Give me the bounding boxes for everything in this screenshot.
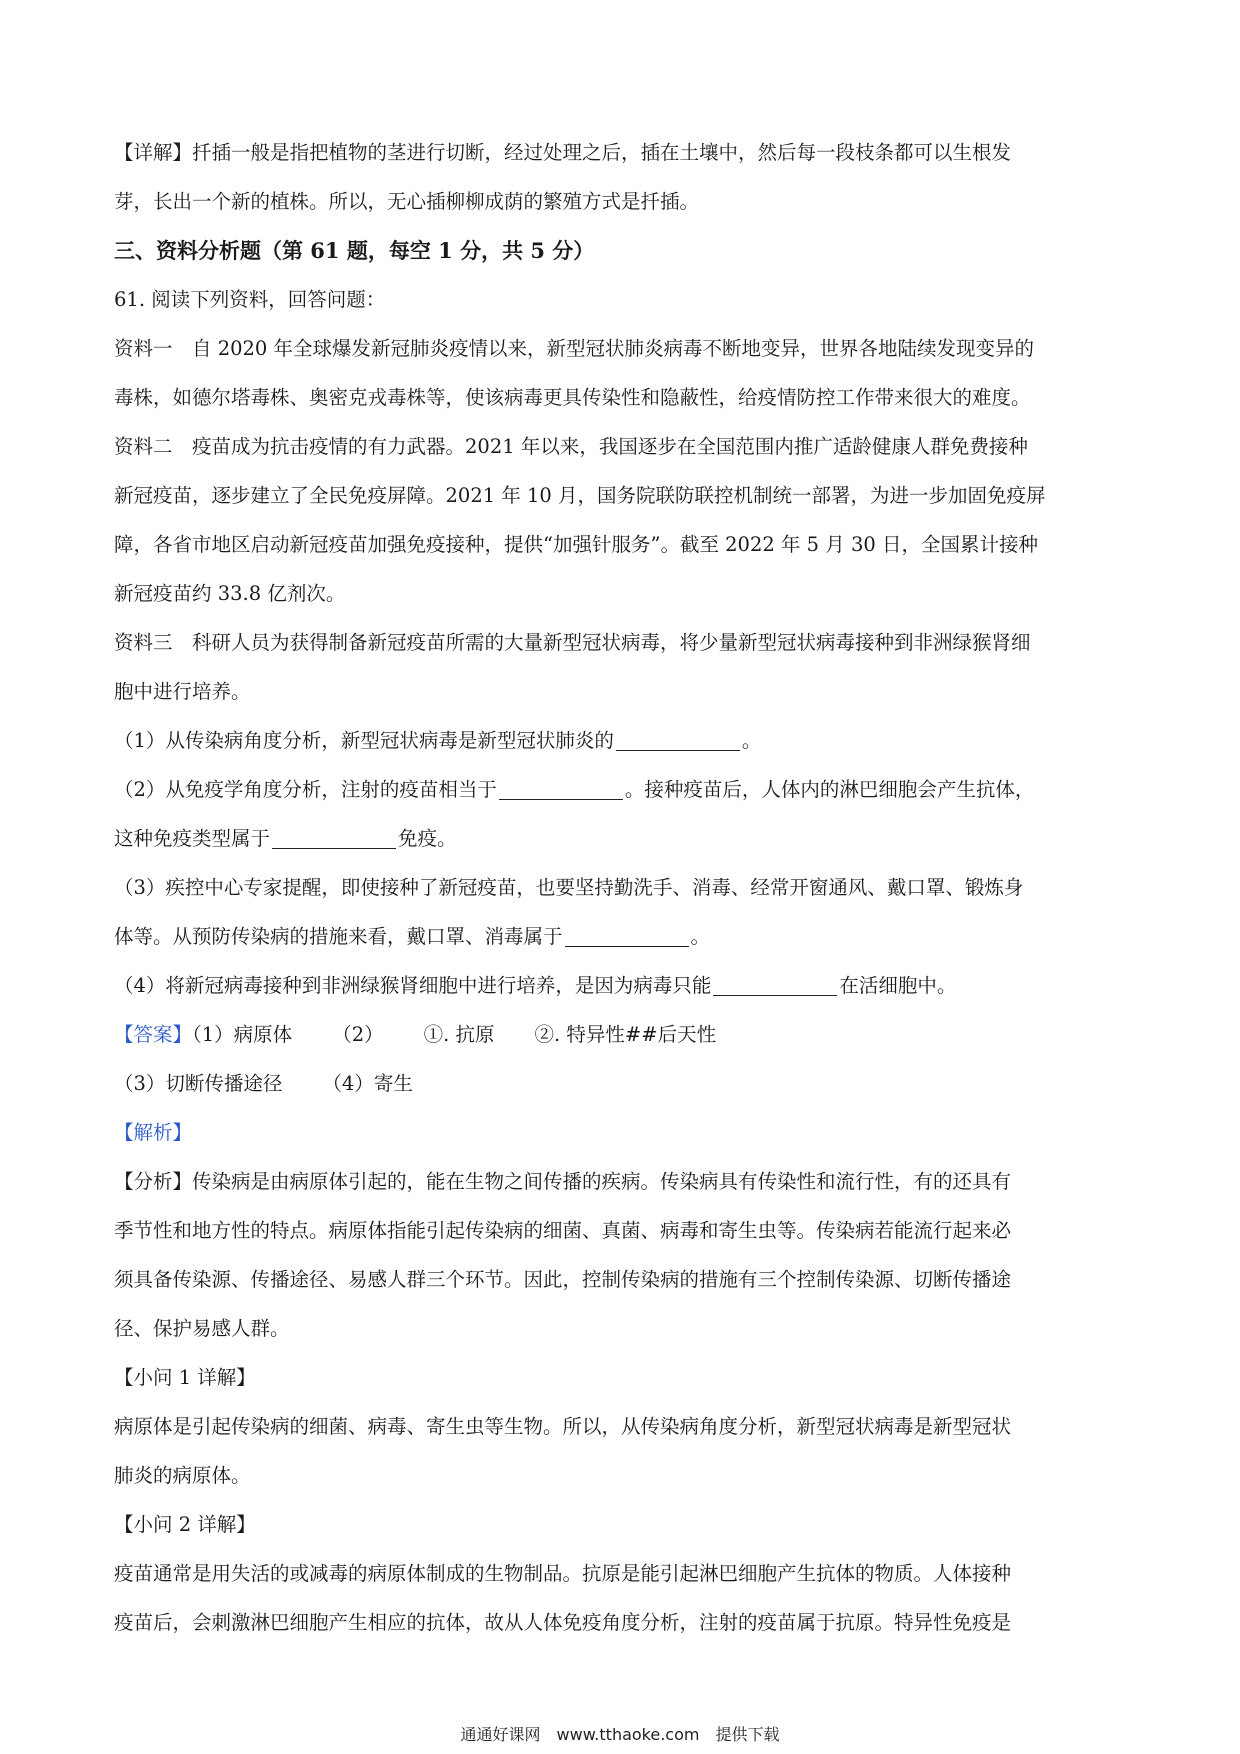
material-2-line: 新冠疫苗，逐步建立了全民免疫屏障。2021 年 10 月，国务院联防联控机制统一部署，为进一步加固免疫屏 <box>114 484 1046 507</box>
sub-question-3-cont <box>114 912 1130 961</box>
sub-question-2 <box>114 765 1130 814</box>
sub-question-2-cont <box>114 814 1130 863</box>
material-3-line: 胞中进行培养。 <box>114 680 251 703</box>
section-title: 三、资料分析题（第 61 题，每空 1 分，共 5 分） <box>114 238 595 263</box>
sub-question-2-text: （2）从免疫学角度分析，注射的疫苗相当于 <box>114 778 497 801</box>
answer-3: （3）切断传播途径 <box>114 1072 283 1095</box>
analysis-paragraph-line: 季节性和地方性的特点。病原体指能引起传染病的细菌、真菌、病毒和寄生虫等。传染病若能流行起来必 <box>114 1219 1012 1242</box>
answer-line <box>114 1010 1130 1059</box>
sub-question-1-end: 。 <box>741 729 762 752</box>
answer-line-2 <box>114 1059 1130 1108</box>
sub-question-3: （3）疾控中心专家提醒，即使接种了新冠疫苗，也要坚持勤洗手、消毒、经常开窗通风、戴口罩、锻炼身 <box>114 876 1024 899</box>
page-footer: 通通好课网 www.tthaoke.com 提供下载 <box>460 1725 780 1744</box>
sub-detail-1-title: 【小问 1 详解】 <box>114 1366 256 1389</box>
sub-question-4-end: 在活细胞中。 <box>839 974 957 997</box>
answer-2-part-2: ②. 特异性##后天性 <box>534 1023 717 1046</box>
answer-4: （4）寄生 <box>322 1072 413 1095</box>
sub-question-2-end: 免疫。 <box>398 827 457 850</box>
sub-question-2-text: 这种免疫类型属于 <box>114 827 271 850</box>
sub-detail-1-line: 病原体是引起传染病的细菌、病毒、寄生虫等生物。所以，从传染病角度分析，新型冠状病毒是新型冠状 <box>114 1415 1012 1438</box>
answer-blank <box>616 728 740 751</box>
sub-question-1 <box>114 716 1130 765</box>
sub-detail-1-line: 肺炎的病原体。 <box>114 1464 251 1487</box>
material-1-line: 资料一 自 2020 年全球爆发新冠肺炎疫情以来，新型冠状肺炎病毒不断地变异，世界各地陆续发现变异的 <box>114 337 1035 360</box>
analysis-paragraph-line: 【分析】传染病是由病原体引起的，能在生物之间传播的疾病。传染病具有传染性和流行性，有的还具有 <box>114 1170 1012 1193</box>
material-2-line: 资料二 疫苗成为抗击疫情的有力武器。2021 年以来，我国逐步在全国范围内推广适龄健康人群免费接种 <box>114 435 1028 458</box>
answer-blank <box>565 924 689 947</box>
answer-blank <box>499 777 623 800</box>
sub-question-2-text: 。接种疫苗后，人体内的淋巴细胞会产生抗体， <box>624 778 1035 801</box>
answer-blank <box>713 973 837 996</box>
answer-1: （1）病原体 <box>192 1023 293 1046</box>
sub-question-4 <box>114 961 1130 1010</box>
analysis-label: 【解析】 <box>114 1121 193 1144</box>
sub-detail-2-title: 【小问 2 详解】 <box>114 1513 256 1536</box>
answer-label: 【答案】 <box>114 1023 193 1046</box>
material-1-line: 毒株，如德尔塔毒株、奥密克戎毒株等，使该病毒更具传染性和隐蔽性，给疫情防控工作带来很大的难度。 <box>114 386 1031 409</box>
analysis-paragraph-line: 须具备传染源、传播途径、易感人群三个环节。因此，控制传染病的措施有三个控制传染源、切断传播途 <box>114 1268 1012 1291</box>
answer-2-part-1: ①. 抗原 <box>423 1023 495 1046</box>
material-2-line: 障，各省市地区启动新冠疫苗加强免疫接种，提供“加强针服务”。截至 2022 年 5 月 30 日，全国累计接种 <box>114 533 1038 556</box>
material-3-line: 资料三 科研人员为获得制备新冠疫苗所需的大量新型冠状病毒，将少量新型冠状病毒接种到非洲绿猴肾细 <box>114 631 1031 654</box>
sub-question-3-end: 。 <box>690 925 711 948</box>
sub-question-3-text: 体等。从预防传染病的措施来看，戴口罩、消毒属于 <box>114 925 563 948</box>
sub-question-4-text: （4）将新冠病毒接种到非洲绿猴肾细胞中进行培养，是因为病毒只能 <box>114 974 712 997</box>
analysis-paragraph-line: 径、保护易感人群。 <box>114 1317 290 1340</box>
answer-2-number: （2） <box>332 1023 384 1046</box>
answer-blank <box>272 826 396 849</box>
detail-paragraph-line: 【详解】扦插一般是指把植物的茎进行切断，经过处理之后，插在土壤中，然后每一段枝条都可以生根发 <box>114 141 1012 164</box>
sub-detail-2-line: 疫苗后，会刺激淋巴细胞产生相应的抗体，故从人体免疫角度分析，注射的疫苗属于抗原。特异性免疫是 <box>114 1611 1012 1634</box>
detail-paragraph-line: 芽，长出一个新的植株。所以，无心插柳柳成荫的繁殖方式是扦插。 <box>114 190 700 213</box>
document-content <box>114 128 1130 1647</box>
sub-question-1-text: （1）从传染病角度分析，新型冠状病毒是新型冠状肺炎的 <box>114 729 614 752</box>
material-2-line: 新冠疫苗约 33.8 亿剂次。 <box>114 582 346 605</box>
sub-detail-2-line: 疫苗通常是用失活的或减毒的病原体制成的生物制品。抗原是能引起淋巴细胞产生抗体的物质。人体接种 <box>114 1562 1012 1585</box>
question-intro: 61. 阅读下列资料，回答问题： <box>114 288 386 311</box>
